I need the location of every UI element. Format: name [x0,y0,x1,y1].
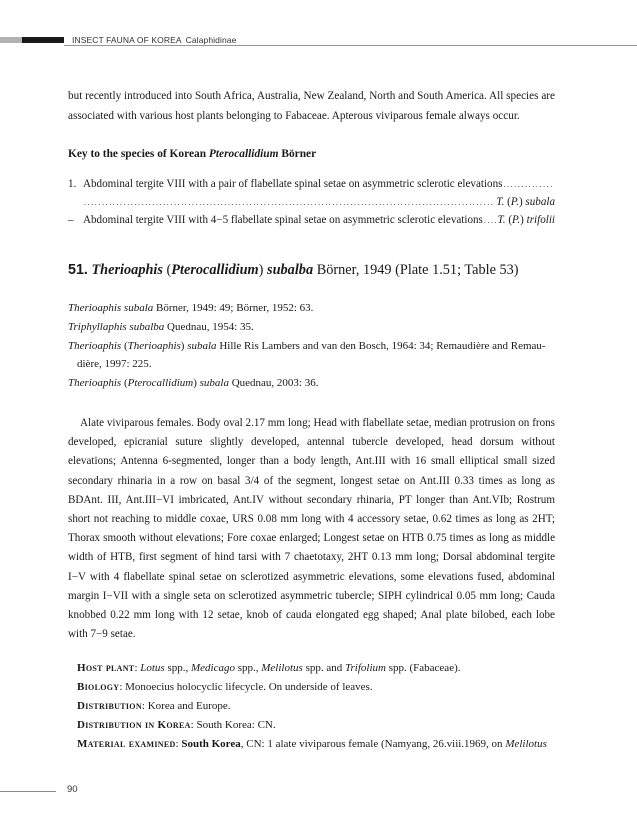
header-bar-dark [22,37,64,43]
synonym-entry: Triphyllaphis subalba Quednau, 1954: 35. [68,321,254,333]
species-genus: Therioaphis [91,262,163,278]
running-title: INSECT FAUNA OF KOREA [72,35,182,45]
key-heading: Key to the species of Korean Pterocallidium Börner [68,148,317,160]
material-examined-line: Material examined: South Korea, CN: 1 alate viviparous female (Namyang, 26.viii.1969, on Melilotus [77,738,547,750]
material-examined-label: Material examined [77,738,176,750]
leader-dots [484,212,497,230]
species-heading: 51. Therioaphis (Pterocallidium) subalba Börner, 1949 (Plate 1.51; Table 53) [68,262,519,278]
header-rule [64,45,637,46]
synonym-entry: Therioaphis (Therioaphis) subala Hille Ris Lambers and van den Bosch, 1964: 34; Remaudière and Remau- dière, 1997: 225. [68,340,546,370]
species-subgenus: Pterocallidium [171,262,259,278]
host-plant-line: Host plant: Lotus spp., Medicago spp., Melilotus spp. and Trifolium spp. (Fabaceae). [77,662,461,674]
species-authority: Börner, 1949 [316,262,392,278]
description-paragraph: Alate viviparous females. Body oval 2.17 mm long; Head with flabellate setae, median protrusion on frons developed, epicranial suture slightly developed, antennal tubercle developed, head dorsum without elevations; Antenna 6-segmented, longer than a body length, Ant.III with 16 small elliptical small sized secondary rhinaria in a row on basal 3/4 of the segment, longest setae on Ant.III 0.33 times as long as BDAnt. III, Ant.III−VI imbricated, Ant.IV without secondary rhinaria, PT longer than Ant.VIb; Rostrum short not reaching to middle coxae, URS 0.08 mm long with 4 accessory setae, 0.62 times as long as 2HT; Thorax smooth without elevations; Fore coxae enlarged; Longest setae on HTB 0.75 times as long as middle width of HTB, first segment of hind tarsi with 7 chaetotaxy, 2HT 0.13 mm long; Dorsal abdominal tergite I−V with 4 flabellate spinal setae on sclerotized asymmetric elevations, some elevations fused, abdominal margin I−VII with a single seta on sclerotized asymmetric tubercle; SIPH cylindrical 0.05 mm long; Cauda knobbed 0.22 mm long with 12 setae, knob of cauda elongated egg shaped; Anal plate bilobed, each lobe with 7−9 setae. [68,417,555,641]
section-name: Calaphidinae [185,35,237,45]
couplet-marker: – [68,214,74,226]
synonym-entry: Therioaphis (Pterocallidium) subala Quednau, 2003: 36. [68,377,319,389]
couplet-1-text: Abdominal tergite VIII with a pair of flabellate spinal setae on asymmetric sclerotic elevations [83,178,503,190]
leader-dots [84,194,495,212]
distribution-korea-label: Distribution in Korea [77,719,191,731]
header-bar-light [0,37,22,43]
couplet-2-text: Abdominal tergite VIII with 4−5 flabellate spinal setae on asymmetric sclerotic elevations [83,214,483,226]
page-number: 90 [67,784,78,795]
species-epithet: subalba [267,262,314,278]
biology-line: Biology: Monoecius holocyclic lifecycle. On underside of leaves. [77,681,373,693]
distribution-korea-line: Distribution in Korea: South Korea: CN. [77,719,276,731]
key-heading-genus: Pterocallidium [208,148,279,160]
footer-rule [0,791,56,792]
couplet-number: 1. [68,178,77,190]
couplet-1-answer: T. (P.) subala [496,196,555,208]
leader-dots [503,176,554,194]
distribution-label: Distribution [77,700,142,712]
biology-label: Biology [77,681,120,693]
intro-paragraph: but recently introduced into South Africa, Australia, New Zealand, North and South America. All species are associated with various host plants belonging to Fabaceae. Apterous viviparous female always occur. [68,90,555,122]
synonym-entry: Therioaphis subala Börner, 1949: 49; Börner, 1952: 63. [68,302,314,314]
species-number: 51. [68,262,88,278]
distribution-line: Distribution: Korea and Europe. [77,700,231,712]
host-plant-label: Host plant [77,662,135,674]
plate-reference: (Plate 1.51; Table 53) [395,262,519,278]
couplet-2-answer: T. (P.) trifolii [497,214,555,226]
running-header [72,35,236,45]
